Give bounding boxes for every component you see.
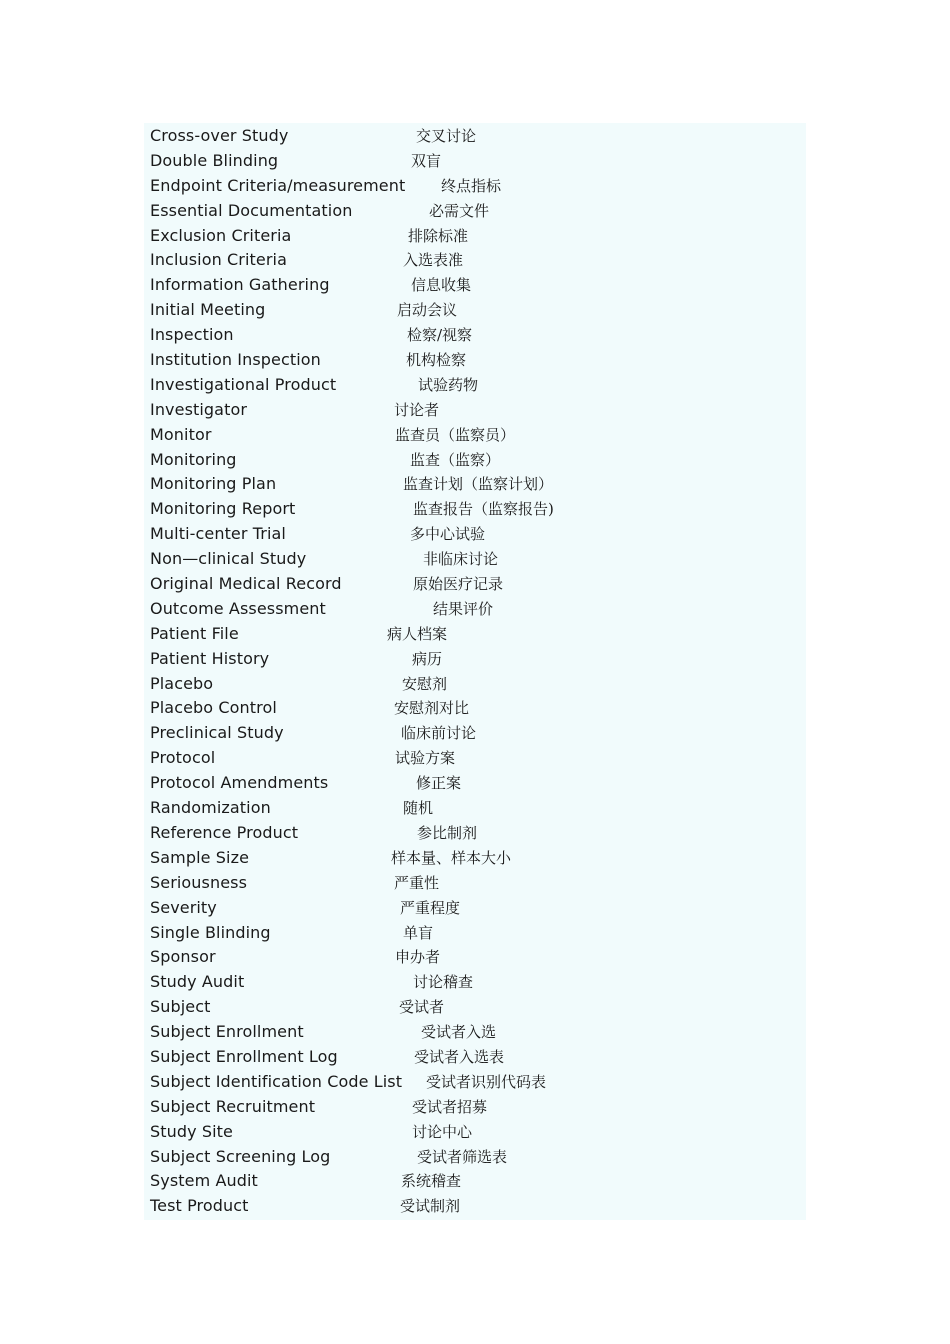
glossary-term: Outcome Assessment	[150, 598, 326, 618]
glossary-entry	[150, 796, 806, 821]
glossary-translation: 病人档案	[387, 624, 448, 643]
glossary-entry	[150, 273, 806, 298]
glossary-entry	[150, 323, 806, 348]
glossary-entry	[150, 199, 806, 224]
glossary-entry	[150, 821, 806, 846]
glossary-translation: 检察/视察	[407, 326, 473, 345]
glossary-entry	[150, 1194, 806, 1219]
glossary-entry	[150, 622, 806, 647]
glossary-term: Subject Screening Log	[150, 1146, 331, 1166]
glossary-translation: 监查报告（监察报告)	[413, 500, 554, 519]
glossary-term: System Audit	[150, 1171, 258, 1191]
glossary-entry	[150, 647, 806, 672]
glossary-term: Original Medical Record	[150, 574, 342, 594]
glossary-entry	[150, 871, 806, 896]
glossary-term: Institution Inspection	[150, 350, 321, 370]
glossary-translation: 入选表准	[403, 251, 464, 270]
glossary-translation: 排除标准	[408, 226, 469, 245]
glossary-translation: 严重性	[394, 873, 440, 892]
glossary-entry	[150, 746, 806, 771]
glossary-entry	[150, 771, 806, 796]
glossary-entry	[150, 373, 806, 398]
glossary-entry	[150, 1070, 806, 1095]
glossary-translation: 监查（监察）	[410, 450, 501, 469]
glossary-term: Placebo Control	[150, 698, 277, 718]
glossary-term: Reference Product	[150, 822, 299, 842]
glossary-term: Patient History	[150, 648, 270, 668]
glossary-list	[150, 123, 806, 1219]
glossary-entry	[150, 995, 806, 1020]
glossary-term: Cross-over Study	[150, 126, 289, 145]
glossary-translation: 修正案	[416, 774, 462, 793]
glossary-translation: 非临床讨论	[423, 550, 499, 569]
glossary-translation: 样本量、样本大小	[391, 848, 512, 867]
glossary-term: Placebo	[150, 673, 214, 693]
glossary-term: Inclusion Criteria	[150, 250, 287, 270]
glossary-translation: 参比制剂	[417, 823, 478, 842]
glossary-term: Randomization	[150, 798, 271, 818]
glossary-term: Single Blinding	[150, 922, 271, 942]
glossary-translation: 机构检察	[406, 351, 467, 370]
glossary-entry	[150, 398, 806, 423]
glossary-entry	[150, 846, 806, 871]
glossary-term: Essential Documentation	[150, 200, 353, 220]
glossary-translation: 启动会议	[397, 301, 458, 320]
glossary-translation: 原始医疗记录	[413, 575, 504, 594]
glossary-term: Investigational Product	[150, 374, 337, 394]
glossary-entry	[150, 224, 806, 249]
glossary-translation: 申办者	[395, 948, 441, 967]
glossary-term: Multi-center Trial	[150, 524, 286, 544]
glossary-translation: 受试者识别代码表	[426, 1072, 547, 1091]
glossary-term: Subject Identification Code List	[150, 1071, 403, 1091]
glossary-entry	[150, 721, 806, 746]
glossary-term: Monitor	[150, 424, 212, 444]
glossary-entry	[150, 597, 806, 622]
glossary-term: Inspection	[150, 325, 234, 345]
glossary-translation: 单盲	[403, 923, 434, 942]
glossary-term: Information Gathering	[150, 275, 330, 295]
glossary-entry	[150, 1045, 806, 1070]
glossary-entry	[150, 248, 806, 273]
glossary-term: Double Blinding	[150, 150, 279, 170]
glossary-term: Protocol	[150, 748, 216, 768]
glossary-translation: 病历	[412, 649, 443, 668]
glossary-term: Subject	[150, 997, 211, 1017]
glossary-entry	[150, 174, 806, 199]
glossary-translation: 双盲	[411, 151, 442, 170]
glossary-term: Endpoint Criteria/measurement	[150, 175, 406, 195]
glossary-entry	[150, 572, 806, 597]
glossary-term: Exclusion Criteria	[150, 225, 292, 245]
glossary-translation: 受试者筛选表	[417, 1147, 508, 1166]
glossary-translation: 必需文件	[429, 201, 490, 220]
glossary-term: Subject Recruitment	[150, 1096, 316, 1116]
glossary-term: Monitoring	[150, 449, 237, 469]
glossary-entry	[150, 1169, 806, 1194]
glossary-entry	[150, 1095, 806, 1120]
glossary-entry	[150, 696, 806, 721]
glossary-entry	[150, 298, 806, 323]
glossary-entry	[150, 472, 806, 497]
glossary-translation: 受试者	[399, 998, 445, 1017]
glossary-term: Non—clinical Study	[150, 549, 307, 569]
glossary-term: Subject Enrollment Log	[150, 1046, 338, 1066]
glossary-term: Monitoring Plan	[150, 474, 277, 494]
glossary-term: Seriousness	[150, 872, 248, 892]
glossary-entry	[150, 1145, 806, 1170]
glossary-entry	[150, 672, 806, 697]
glossary-translation: 受试者入选表	[414, 1047, 505, 1066]
glossary-term: Sample Size	[150, 847, 250, 867]
glossary-entry	[150, 348, 806, 373]
glossary-entry	[150, 547, 806, 572]
glossary-term: Preclinical Study	[150, 723, 284, 743]
glossary-entry	[150, 1120, 806, 1145]
glossary-translation: 随机	[403, 799, 434, 818]
glossary-translation: 试验药物	[418, 375, 479, 394]
glossary-translation: 受试者入选	[421, 1023, 497, 1042]
glossary-translation: 受试者招募	[412, 1097, 488, 1116]
glossary-translation: 多中心试验	[410, 525, 486, 544]
glossary-translation: 试验方案	[395, 749, 456, 768]
glossary-term: Monitoring Report	[150, 499, 296, 519]
glossary-entry	[150, 921, 806, 946]
glossary-entry	[150, 497, 806, 522]
glossary-term: Study Site	[150, 1121, 233, 1141]
glossary-table	[144, 123, 806, 1220]
glossary-entry	[150, 149, 806, 174]
glossary-translation: 交叉讨论	[416, 127, 477, 145]
glossary-translation: 讨论稽查	[413, 973, 474, 992]
glossary-term: Sponsor	[150, 947, 216, 967]
glossary-translation: 安慰剂	[402, 674, 448, 693]
glossary-term: Severity	[150, 897, 217, 917]
glossary-entry	[150, 448, 806, 473]
glossary-entry	[150, 522, 806, 547]
glossary-term: Protocol Amendments	[150, 773, 329, 793]
glossary-entry	[150, 124, 806, 149]
glossary-translation: 系统稽查	[401, 1172, 462, 1191]
glossary-translation: 信息收集	[411, 276, 472, 295]
glossary-translation: 严重程度	[400, 898, 461, 917]
glossary-translation: 终点指标	[441, 176, 502, 195]
glossary-translation: 临床前讨论	[401, 724, 477, 743]
glossary-translation: 受试制剂	[400, 1197, 461, 1216]
glossary-term: Initial Meeting	[150, 300, 266, 320]
glossary-entry	[150, 896, 806, 921]
glossary-entry	[150, 945, 806, 970]
glossary-entry	[150, 423, 806, 448]
glossary-term: Study Audit	[150, 972, 245, 992]
glossary-term: Test Product	[150, 1196, 249, 1216]
glossary-term: Patient File	[150, 623, 239, 643]
glossary-entry	[150, 970, 806, 995]
glossary-translation: 安慰剂对比	[394, 699, 470, 718]
glossary-term: Subject Enrollment	[150, 1022, 304, 1042]
glossary-term: Investigator	[150, 399, 248, 419]
glossary-translation: 监查员（监察员）	[395, 425, 516, 444]
glossary-translation: 讨论中心	[412, 1122, 473, 1141]
glossary-translation: 结果评价	[433, 599, 494, 618]
glossary-translation: 监查计划（监察计划）	[403, 475, 554, 494]
glossary-entry	[150, 1020, 806, 1045]
glossary-translation: 讨论者	[394, 400, 440, 419]
